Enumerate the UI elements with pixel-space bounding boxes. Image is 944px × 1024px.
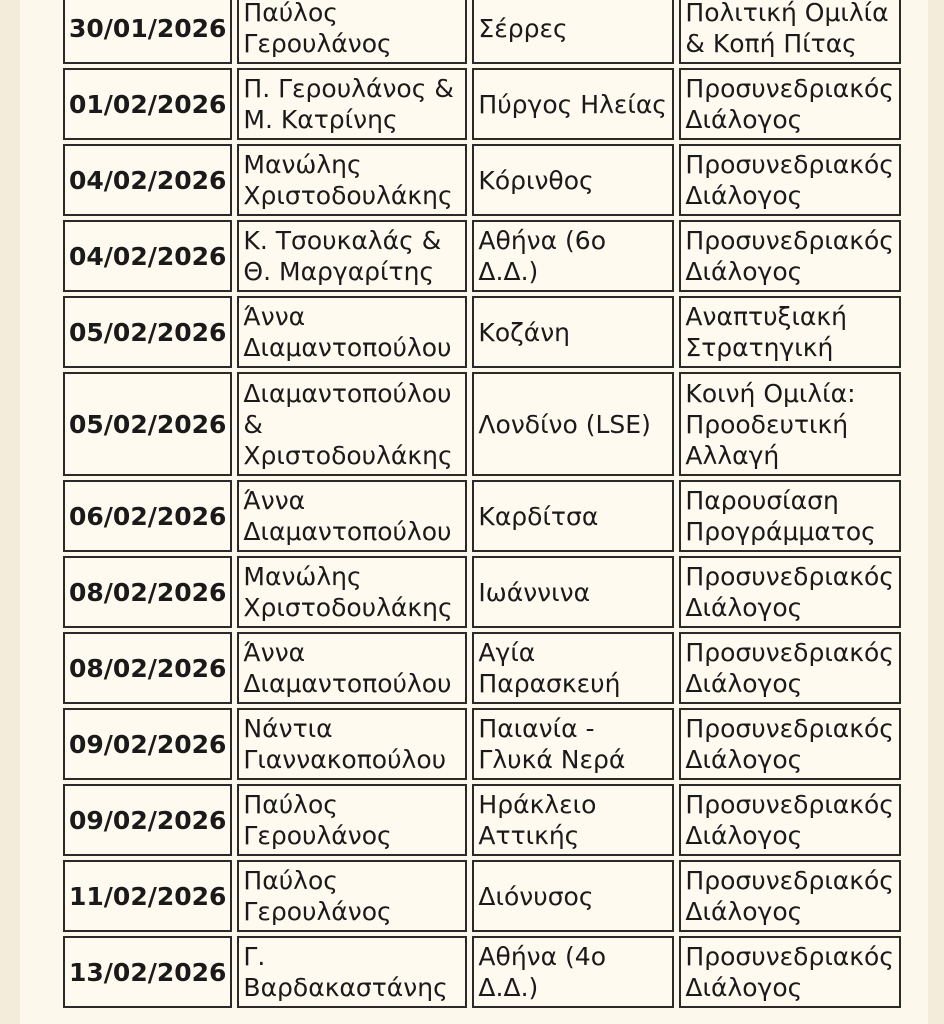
table-row [63,144,901,216]
event-date-cell [63,220,232,292]
event-date: 08/02/2026 [69,577,227,607]
event-speaker: Διαμαντοπούλου & Χριστοδουλάκης [243,378,453,470]
event-date: 08/02/2026 [69,653,227,683]
event-speaker-cell [237,480,467,552]
event-topic: Αναπτυξιακή Στρατηγική [685,302,847,362]
event-place-cell [472,220,674,292]
event-speaker: Νάντια Γιαννακοπούλου [243,714,447,774]
event-date: 09/02/2026 [69,729,227,759]
event-topic: Πολιτική Ομιλία & Κοπή Πίτας [685,0,889,58]
event-place-cell [472,556,674,628]
event-speaker: Μανώλης Χριστοδουλάκης [243,562,453,622]
event-date: 09/02/2026 [69,805,227,835]
event-topic: Προσυνεδριακός Διάλογος [685,638,894,698]
table-row [63,296,901,368]
event-speaker: Άννα Διαμαντοπούλου [243,302,452,362]
table-row [63,936,901,1008]
event-date-cell [63,372,232,476]
event-place: Κοζάνη [478,317,570,347]
event-date-cell [63,784,232,856]
event-speaker-cell [237,632,467,704]
event-topic-cell [679,784,901,856]
event-date: 13/02/2026 [69,957,227,987]
event-topic: Προσυνεδριακός Διάλογος [685,150,894,210]
event-speaker: Π. Γερουλάνος & Μ. Κατρίνης [243,74,454,134]
event-topic-cell [679,68,901,140]
event-speaker-cell [237,784,467,856]
event-speaker: Άννα Διαμαντοπούλου [243,486,452,546]
event-place: Αγία Παρασκευή [478,638,621,698]
event-date-cell [63,0,232,64]
event-place-cell [472,632,674,704]
event-speaker: Παύλος Γερουλάνος [243,866,392,926]
event-date: 04/02/2026 [69,241,227,271]
event-place-cell [472,480,674,552]
event-date: 30/01/2026 [69,13,227,43]
event-date: 06/02/2026 [69,501,227,531]
event-speaker-cell [237,296,467,368]
event-topic-cell [679,556,901,628]
event-date: 05/02/2026 [69,409,227,439]
event-place: Ιωάννινα [478,577,591,607]
table-row [63,784,901,856]
event-speaker-cell [237,936,467,1008]
event-place: Αθήνα (4ο Δ.Δ.) [478,942,607,1002]
event-place: Λονδίνο (LSE) [478,409,651,439]
event-place-cell [472,296,674,368]
event-topic: Παρουσίαση Προγράμματος [685,486,876,546]
event-topic-cell [679,220,901,292]
event-topic-cell [679,860,901,932]
event-topic-cell [679,296,901,368]
page-margin-right [928,0,944,1024]
event-place-cell [472,68,674,140]
event-place-cell [472,708,674,780]
event-topic: Προσυνεδριακός Διάλογος [685,226,894,286]
event-date-cell [63,860,232,932]
event-topic: Προσυνεδριακός Διάλογος [685,942,894,1002]
event-place-cell [472,144,674,216]
event-date: 01/02/2026 [69,89,227,119]
event-place: Πύργος Ηλείας [478,89,667,119]
event-topic: Προσυνεδριακός Διάλογος [685,790,894,850]
event-topic-cell [679,480,901,552]
event-topic-cell [679,144,901,216]
event-date-cell [63,296,232,368]
event-topic: Προσυνεδριακός Διάλογος [685,562,894,622]
event-date: 11/02/2026 [69,881,227,911]
event-date-cell [63,708,232,780]
event-place-cell [472,784,674,856]
event-speaker-cell [237,556,467,628]
event-topic-cell [679,372,901,476]
event-date: 05/02/2026 [69,317,227,347]
event-topic: Προσυνεδριακός Διάλογος [685,866,894,926]
event-date-cell [63,144,232,216]
event-speaker: Κ. Τσουκαλάς & Θ. Μαργαρίτης [243,226,442,286]
event-topic-cell [679,708,901,780]
table-row [63,480,901,552]
event-place: Αθήνα (6ο Δ.Δ.) [478,226,607,286]
event-topic-cell [679,632,901,704]
event-place-cell [472,860,674,932]
event-topic: Προσυνεδριακός Διάλογος [685,74,894,134]
event-speaker-cell [237,708,467,780]
event-topic: Κοινή Ομιλία: Προοδευτική Αλλαγή [685,378,856,470]
event-speaker: Μανώλης Χριστοδουλάκης [243,150,453,210]
event-date-cell [63,68,232,140]
event-place: Ηράκλειο Αττικής [478,790,597,850]
event-speaker-cell [237,372,467,476]
table-row [63,860,901,932]
table-row [63,68,901,140]
event-speaker: Παύλος Γερουλάνος [243,790,392,850]
events-table [58,0,906,1012]
page-margin-left [0,0,20,1024]
event-speaker-cell [237,68,467,140]
event-speaker-cell [237,0,467,64]
event-place: Διόνυσος [478,881,594,911]
event-date-cell [63,480,232,552]
event-date-cell [63,556,232,628]
table-row [63,0,901,64]
event-date-cell [63,632,232,704]
event-speaker-cell [237,860,467,932]
event-place-cell [472,0,674,64]
event-date-cell [63,936,232,1008]
event-speaker: Παύλος Γερουλάνος [243,0,392,58]
event-speaker: Άννα Διαμαντοπούλου [243,638,452,698]
table-row [63,632,901,704]
event-topic: Προσυνεδριακός Διάλογος [685,714,894,774]
event-place-cell [472,936,674,1008]
event-speaker: Γ. Βαρδακαστάνης [243,942,448,1002]
event-topic-cell [679,0,901,64]
event-date: 04/02/2026 [69,165,227,195]
event-place: Παιανία - Γλυκά Νερά [478,714,626,774]
table-row [63,556,901,628]
table-row [63,372,901,476]
event-place-cell [472,372,674,476]
event-speaker-cell [237,220,467,292]
event-place: Κόρινθος [478,165,594,195]
event-topic-cell [679,936,901,1008]
event-place: Σέρρες [478,13,568,43]
table-row [63,708,901,780]
event-place: Καρδίτσα [478,501,599,531]
table-row [63,220,901,292]
event-speaker-cell [237,144,467,216]
